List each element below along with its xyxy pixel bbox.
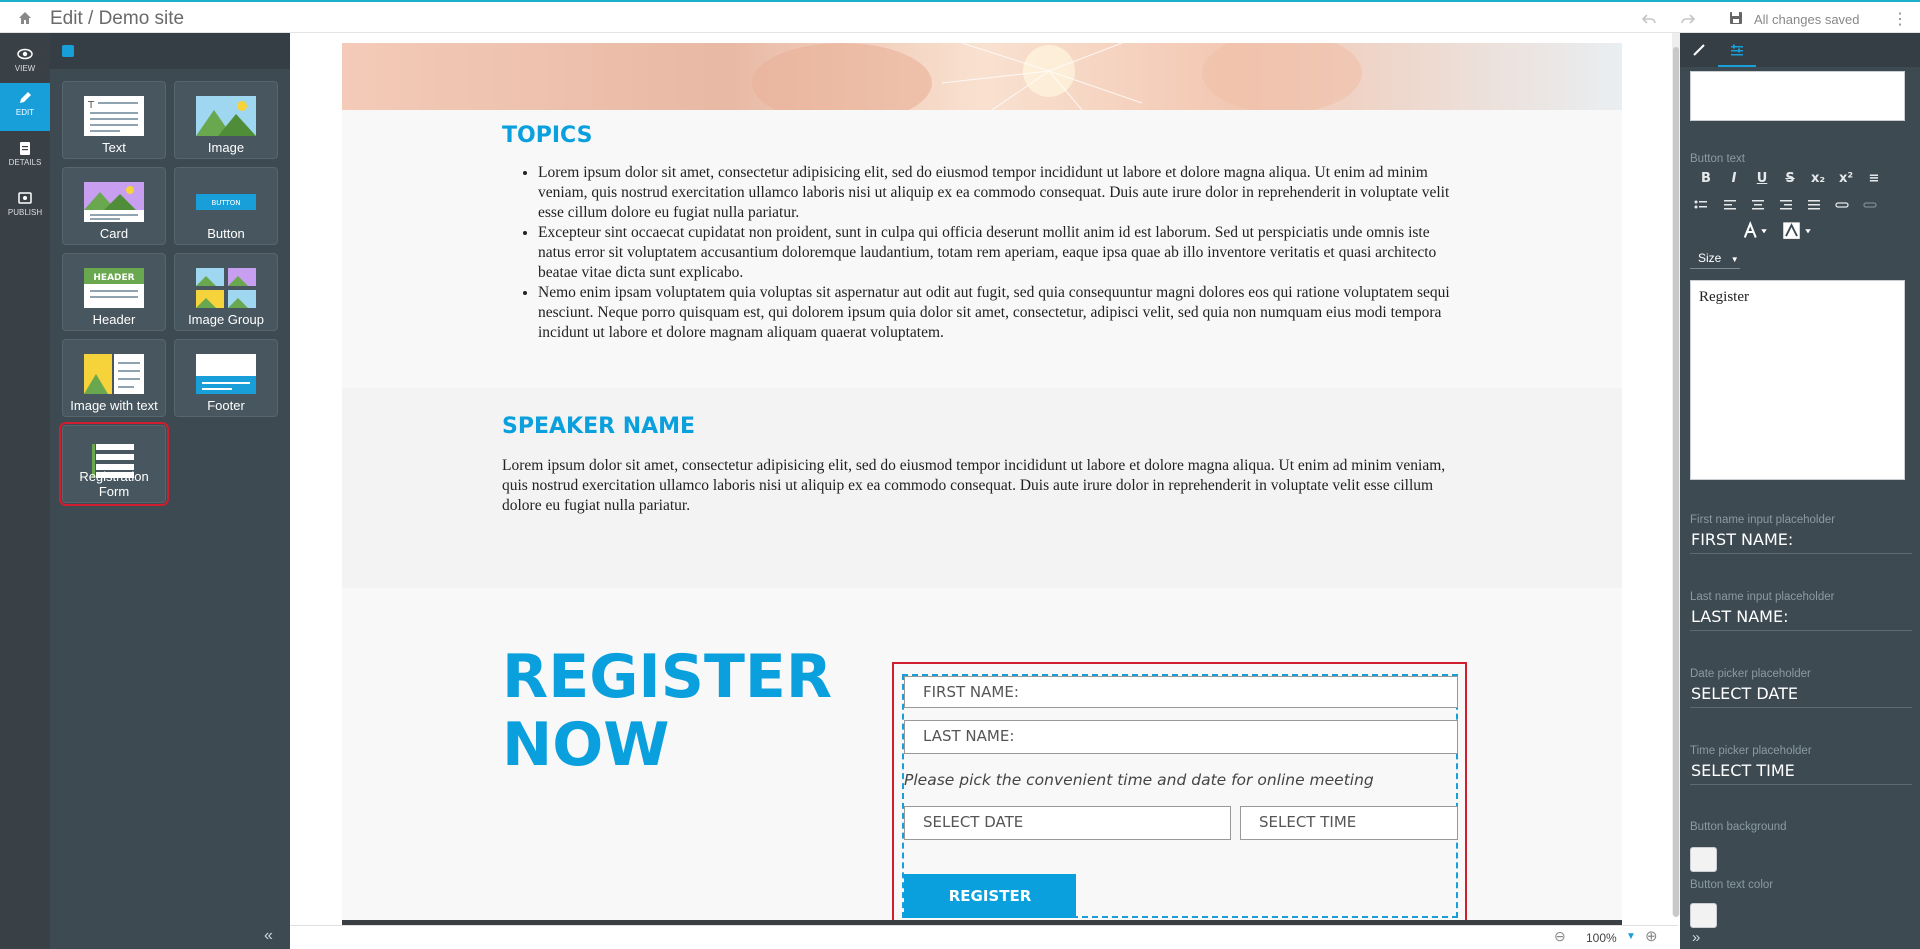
block-registration-form-label: Registration Form: [79, 469, 149, 499]
register-heading-line2: NOW: [502, 710, 670, 780]
zoom-bar: [290, 925, 1678, 949]
zoom-dropdown-icon[interactable]: ▼: [1626, 931, 1636, 942]
block-footer[interactable]: [174, 339, 278, 417]
page-preview: [342, 43, 1622, 925]
speaker-text: Lorem ipsum dolor sit amet, consectetur adipisicing elit, sed do eiusmod tempor incididunt ut labore et dolore magna aliqua. Ut enim ad minim veniam, quis nostrud exercitation ullamco laboris nisi ut aliquip ex ea commodo consequat. Duis aute irure dolor in reprehenderit in voluptate velit esse cillum dolore eu fugiat nulla pariatur.: [502, 457, 1446, 514]
bullet-list-icon[interactable]: [1695, 201, 1708, 209]
registration-form[interactable]: [902, 674, 1458, 918]
first-name-placeholder-label: First name input placeholder: [1690, 514, 1836, 526]
editor-toolbar-row3: [1692, 221, 1902, 243]
block-card-label: Card: [99, 226, 129, 241]
block-image-with-text[interactable]: [62, 339, 166, 417]
topics-list: [502, 163, 1452, 343]
speaker-title: SPEAKER NAME: [502, 414, 696, 439]
align-center-icon[interactable]: [1752, 200, 1764, 210]
image-with-text-block-icon: [84, 354, 144, 394]
nav-edit[interactable]: [0, 83, 50, 131]
save-icon: [1729, 11, 1743, 25]
divider: [1690, 784, 1912, 785]
unlink-icon[interactable]: [1864, 203, 1876, 207]
block-text-label: Text: [102, 140, 126, 155]
font-size-select-label: Size: [1698, 251, 1722, 265]
nav-publish-label: PUBLISH: [7, 208, 43, 217]
block-image-with-text-label: Image with text: [70, 398, 158, 413]
subscript-button[interactable]: x₂: [1810, 171, 1826, 186]
collapse-panel-icon[interactable]: «: [264, 927, 273, 944]
hero-network-graphic: [342, 43, 1622, 110]
last-name-placeholder-label: Last name input placeholder: [1690, 591, 1835, 603]
top-bar: [0, 0, 1920, 33]
card-block-icon: [84, 182, 144, 222]
font-size-select[interactable]: [1690, 251, 1740, 269]
publish-icon: [17, 191, 33, 205]
time-placeholder-label: Time picker placeholder: [1690, 745, 1812, 757]
left-navigation: [0, 33, 50, 949]
speaker-section: [342, 388, 1622, 588]
date-picker-field[interactable]: SELECT DATE: [904, 806, 1231, 840]
zoom-out-icon[interactable]: ⊖: [1554, 928, 1566, 944]
last-name-placeholder-input[interactable]: LAST NAME:: [1691, 607, 1789, 626]
bold-button[interactable]: B: [1701, 171, 1711, 186]
block-image-group-label: Image Group: [188, 312, 264, 327]
editor-toolbar-row2: [1692, 195, 1902, 217]
divider: [1690, 630, 1912, 631]
font-color-icon[interactable]: [1745, 224, 1767, 238]
editor-toolbar-row1: [1692, 169, 1902, 191]
properties-tabs: [1680, 33, 1920, 67]
tab-settings[interactable]: [1718, 33, 1756, 67]
topic-item: • Lorem ipsum dolor sit amet, consectetur adipisicing elit, sed do eiusmod tempor incididunt ut labore et dolore magna aliqua. Ut enim ad minim veniam, quis nostrud exercitation ullamco laboris nisi ut aliquip ex ea commodo consequat. Duis aute irure dolor in reprehenderit in voluptate velit esse cillum dolore eu fugiat nulla pariatur.: [538, 163, 1452, 223]
blocks-tab-icon[interactable]: [62, 45, 74, 57]
nav-view[interactable]: [0, 39, 50, 87]
background-color-icon[interactable]: [1783, 222, 1811, 239]
justify-icon[interactable]: [1808, 200, 1820, 210]
block-button[interactable]: [174, 167, 278, 245]
block-card[interactable]: [62, 167, 166, 245]
time-placeholder-input[interactable]: SELECT TIME: [1691, 761, 1795, 780]
topics-title: TOPICS: [502, 123, 593, 148]
zoom-in-icon[interactable]: ⊕: [1645, 928, 1658, 945]
nav-details[interactable]: [0, 133, 50, 181]
block-footer-label: Footer: [207, 398, 245, 413]
block-registration-form[interactable]: [62, 425, 166, 503]
nav-edit-label: EDIT: [15, 108, 35, 117]
redo-icon[interactable]: [1680, 11, 1696, 27]
tab-style[interactable]: [1680, 33, 1718, 67]
home-icon[interactable]: [17, 10, 33, 26]
save-status: All changes saved: [1754, 12, 1860, 27]
strikethrough-button[interactable]: S: [1785, 171, 1795, 186]
brush-icon: [1692, 43, 1706, 57]
date-placeholder-label: Date picker placeholder: [1690, 668, 1811, 680]
pencil-icon: [17, 91, 33, 105]
block-image[interactable]: [174, 81, 278, 159]
button-text-editor[interactable]: [1690, 280, 1905, 480]
scrollbar-thumb[interactable]: [1673, 47, 1679, 917]
eye-icon: [17, 47, 33, 61]
sliders-icon: [1730, 43, 1744, 57]
italic-button[interactable]: I: [1731, 171, 1737, 186]
register-heading: [502, 643, 832, 779]
topic-item: • Excepteur sint occaecat cupidatat non proident, sunt in culpa qui officia deserunt mollit anim id est laborum. Sed ut perspiciatis unde omnis iste natus error sit voluptatem accusantium doloremque laudantium, totam rem aperiam, eaque ipsa quae ab illo inventore veritatis et quasi architecto beatae vitae dicta sunt explicabo.: [538, 223, 1452, 283]
nav-view-label: VIEW: [14, 64, 36, 73]
button-text-value[interactable]: Register: [1699, 289, 1749, 305]
superscript-button[interactable]: x²: [1838, 171, 1854, 186]
register-section: [342, 588, 1622, 908]
header-block-icon: [84, 268, 144, 308]
undo-icon[interactable]: [1641, 11, 1657, 27]
registration-form-selected[interactable]: [892, 662, 1467, 925]
divider: [1690, 553, 1912, 554]
expand-panel-icon[interactable]: »: [1692, 929, 1701, 946]
page-title: Edit / Demo site: [50, 8, 185, 29]
register-button[interactable]: REGISTER: [904, 874, 1076, 918]
svg-text:T: T: [88, 100, 95, 111]
previous-setting-box[interactable]: [1690, 71, 1905, 121]
nav-publish[interactable]: [0, 183, 50, 231]
block-text[interactable]: [62, 81, 166, 159]
canvas-scrollbar[interactable]: [1672, 33, 1680, 915]
editor-canvas[interactable]: [290, 33, 1678, 925]
chevron-down-icon: ▼: [1730, 255, 1739, 264]
text-block-icon: [84, 96, 144, 136]
link-icon[interactable]: [1836, 203, 1848, 207]
footer-block-icon: [196, 354, 256, 394]
align-left-icon[interactable]: [1724, 200, 1736, 210]
form-note: Please pick the convenient time and date for online meeting: [904, 771, 1374, 789]
time-picker-field[interactable]: SELECT TIME: [1240, 806, 1458, 840]
block-button-label: Button: [207, 226, 245, 241]
first-name-placeholder-input[interactable]: FIRST NAME:: [1691, 530, 1794, 549]
button-block-icon: [196, 182, 256, 222]
blocks-panel: [50, 33, 290, 949]
block-header-label: Header: [92, 312, 136, 327]
block-image-group[interactable]: [174, 253, 278, 331]
image-group-block-icon: [196, 268, 256, 308]
blocks-tab-bar: [50, 33, 290, 69]
button-background-swatch[interactable]: [1690, 847, 1717, 872]
topic-item: • Nemo enim ipsam voluptatem quia voluptas sit aspernatur aut odit aut fugit, sed quia consequuntur magni dolores eos qui ratione voluptatem sequi nesciunt. Neque porro quisquam est, qui dolorem ipsum quia dolor sit amet, consectetur, adipisci velit, sed quia non numquam eius modi tempora incidunt ut labore et dolore magnam aliquam quaerat voluptatem.: [538, 283, 1452, 343]
block-image-label: Image: [207, 140, 245, 155]
first-name-field[interactable]: FIRST NAME:: [904, 676, 1458, 708]
button-block-preview: BUTTON: [211, 199, 241, 207]
clipboard-icon: [17, 141, 33, 155]
register-heading-line1: REGISTER: [502, 642, 833, 712]
nav-details-label: DETAILS: [8, 158, 42, 167]
button-text-color-swatch[interactable]: [1690, 903, 1717, 928]
last-name-field[interactable]: LAST NAME:: [904, 720, 1458, 754]
date-placeholder-input[interactable]: SELECT DATE: [1691, 684, 1798, 703]
underline-button[interactable]: U: [1756, 171, 1768, 186]
zoom-level[interactable]: 100%: [1586, 931, 1617, 945]
button-text-color-label: Button text color: [1690, 879, 1774, 891]
block-header[interactable]: [62, 253, 166, 331]
image-block-icon: [196, 96, 256, 136]
numbered-list-button[interactable]: ≡: [1868, 171, 1880, 186]
more-menu-icon[interactable]: ⋮: [1892, 11, 1908, 28]
align-right-icon[interactable]: [1780, 200, 1792, 210]
properties-panel: [1680, 33, 1920, 949]
hero-image: [342, 43, 1622, 110]
header-block-preview: HEADER: [93, 273, 135, 283]
button-text-label: Button text: [1690, 153, 1745, 165]
divider: [1690, 707, 1912, 708]
button-background-label: Button background: [1690, 821, 1787, 833]
